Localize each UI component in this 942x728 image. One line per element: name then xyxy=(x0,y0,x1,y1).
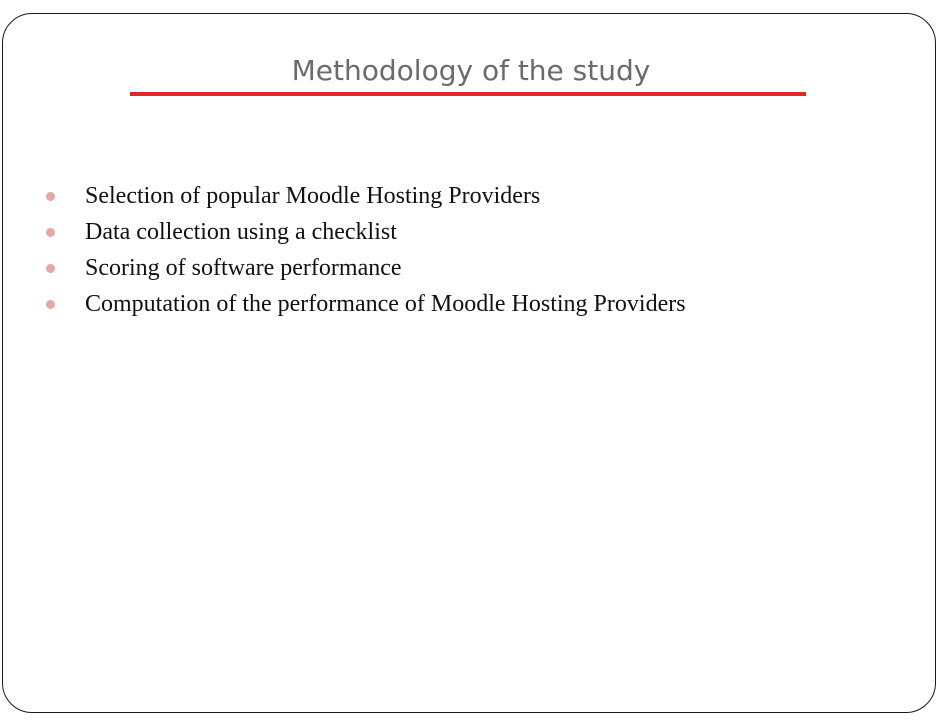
bullet-text: Computation of the performance of Moodle Hosting Providers xyxy=(85,290,686,317)
bullet-dot-icon xyxy=(46,192,55,201)
bullet-text: Selection of popular Moodle Hosting Providers xyxy=(85,182,541,209)
slide-title: Methodology of the study xyxy=(291,54,651,87)
title-underline xyxy=(130,92,806,96)
bullet-item xyxy=(46,214,686,250)
bullet-dot-icon xyxy=(46,228,55,237)
bullet-dot-icon xyxy=(46,264,55,273)
bullet-list xyxy=(46,178,686,322)
slide-frame xyxy=(2,13,936,713)
bullet-item xyxy=(46,250,686,286)
bullet-text: Data collection using a checklist xyxy=(85,218,397,245)
bullet-text: Scoring of software performance xyxy=(85,254,402,281)
bullet-item xyxy=(46,178,686,214)
bullet-item xyxy=(46,286,686,322)
bullet-dot-icon xyxy=(46,300,55,309)
